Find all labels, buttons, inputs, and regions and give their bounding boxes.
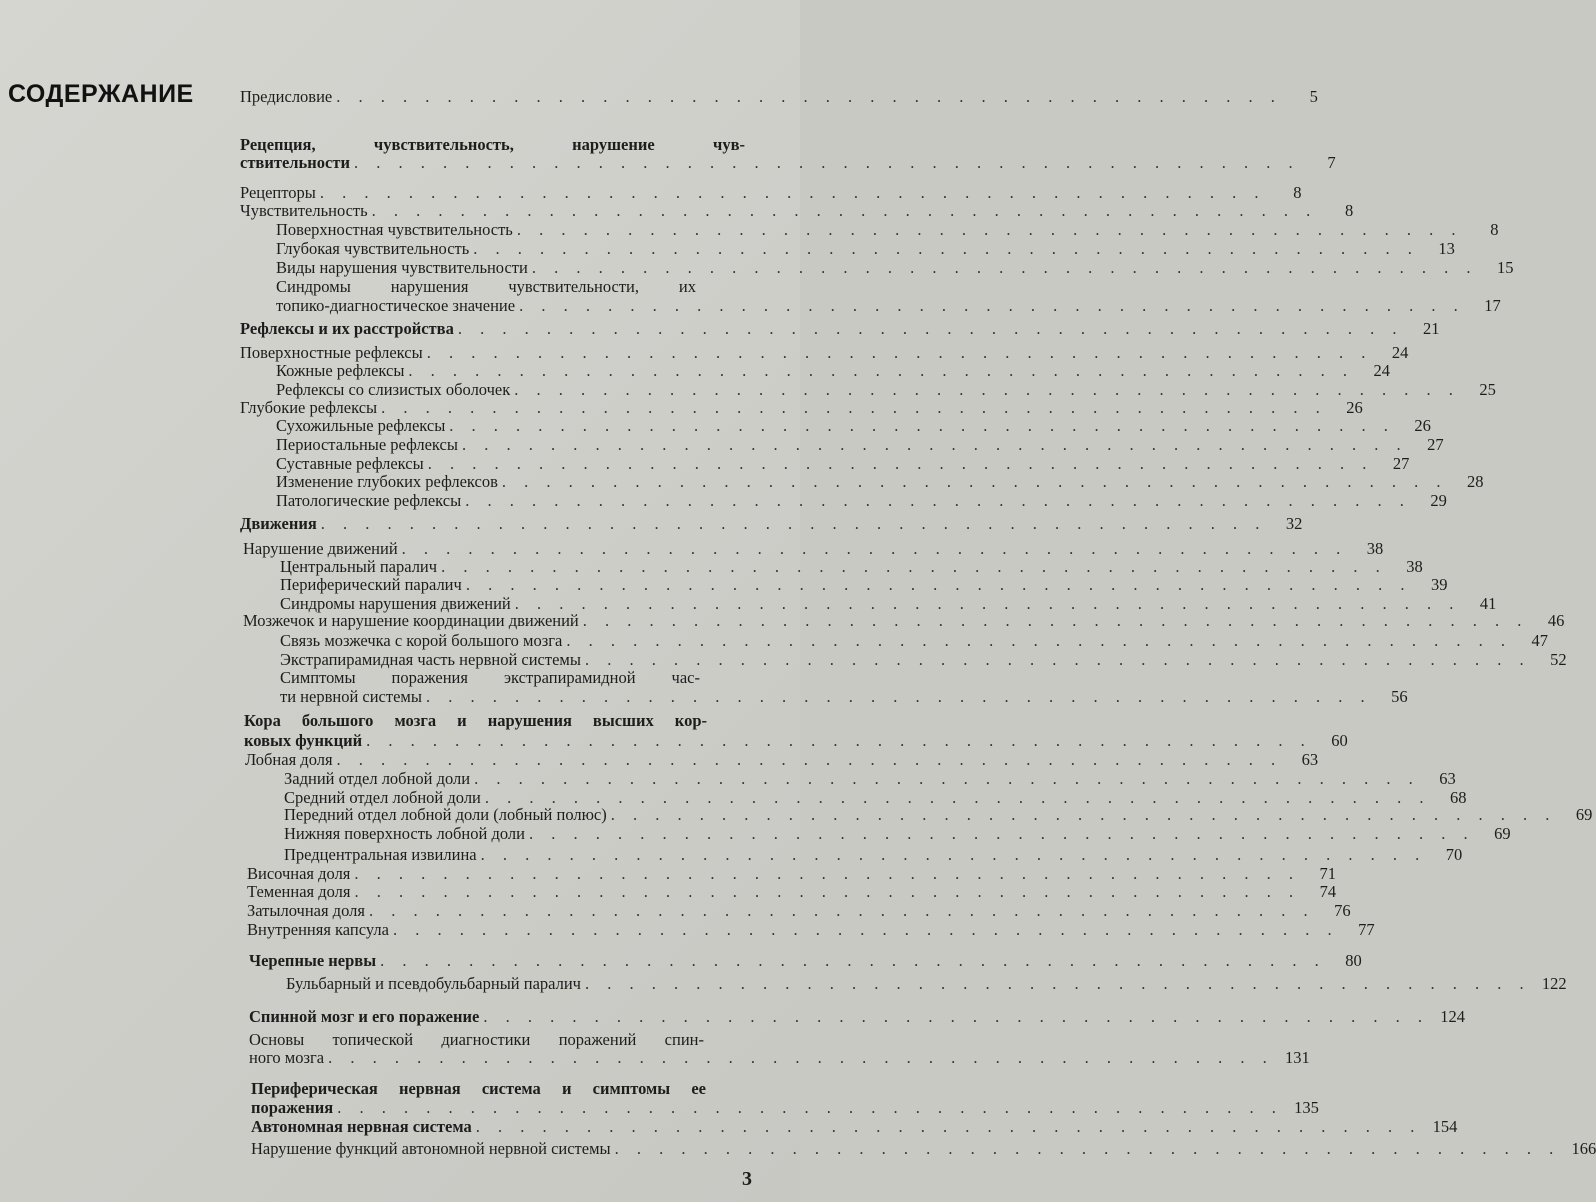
toc-page-number: 74 <box>1319 882 1337 901</box>
toc-entry <box>240 343 1409 362</box>
dot-leader: . . . . . . . . . . . . . . . . . . . . . . . . . . . . . . . . . . . . . . . . . . . <box>337 1098 1283 1117</box>
toc-page-number: 131 <box>1285 1048 1310 1067</box>
toc-entry <box>276 361 1391 380</box>
toc-entry-title: Нарушение функций автономной нервной системы <box>251 1139 611 1158</box>
toc-entry <box>276 491 1447 510</box>
toc-page-number: 71 <box>1319 864 1337 883</box>
toc-page-number: 13 <box>1438 239 1455 258</box>
toc-entry-title: Теменная доля <box>247 882 351 901</box>
dot-leader: . . . . . . . . . . . . . . . . . . . . . . . . . . . . . . . . . . . . . . . . . . . <box>474 769 1420 788</box>
toc-entry-title: Нарушение движений <box>243 539 398 558</box>
dot-leader: . . . . . . . . . . . . . . . . . . . . . . . . . . . . . . . . . . . . . . . . . . . <box>582 611 1529 630</box>
dot-leader: . . . . . . . . . . . . . . . . . . . . . . . . . . . . . . . . . . . . . . . . . . . <box>475 1117 1422 1136</box>
dot-leader: . . . . . . . . . . . . . . . . . . . . . . . . . . . . . . . . . . . . . . . . . . . <box>584 650 1531 669</box>
toc-page-number: 76 <box>1334 901 1351 920</box>
toc-page-number: 27 <box>1427 435 1444 454</box>
toc-entry <box>284 769 1456 788</box>
toc-entry-title: Кора большого мозга и нарушения высших кор- <box>244 711 707 730</box>
dot-leader: . . . . . . . . . . . . . . . . . . . . . . . . . . . . . . . . . . . . . . . . . . . <box>392 920 1339 939</box>
toc-entry-title: Виды нарушения чувствительности <box>276 258 528 277</box>
toc-entry <box>243 539 1384 558</box>
toc-entry-title: Изменение глубоких рефлексов <box>276 472 498 491</box>
toc-entry <box>280 557 1423 576</box>
toc-entry <box>245 750 1319 769</box>
dot-leader: . . . . . . . . . . . . . . . . . . . . . . . . . . . . . . . . . . . . . . . . . . . <box>328 1048 1274 1067</box>
toc-page-number: 69 <box>1575 805 1593 824</box>
toc-entry-title: Черепные нервы <box>249 951 377 970</box>
toc-entry <box>251 1098 1319 1117</box>
dot-leader: . . . . . . . . . . . . . . . . . . . . . . . . . . . . . . . . . . . . . . . . . . . <box>584 974 1531 993</box>
toc-entry-title: Предцентральная извилина <box>284 845 477 864</box>
toc-entry <box>240 514 1303 533</box>
toc-entry <box>276 239 1455 258</box>
toc-entry-title: Поверхностные рефлексы <box>240 343 423 362</box>
dot-leader: . . . . . . . . . . . . . . . . . . . . . . . . . . . . . . . . . . . . . . . . . . . <box>484 788 1431 807</box>
toc-entry-title: Периферический паралич <box>280 575 462 594</box>
toc-page-number: 29 <box>1430 491 1447 510</box>
dot-leader: . . . . . . . . . . . . . . . . . . . . . . . . . . . . . . . . . . . . . . . . . . . <box>368 901 1315 920</box>
toc-entry <box>286 974 1567 993</box>
toc-entry <box>240 153 1336 172</box>
dot-leader: . . . . . . . . . . . . . . . . . . . . . . . . . . . . . . . . . . . . . . . . . . . <box>473 239 1419 258</box>
toc-entry-title: Рефлексы со слизистых оболочек <box>276 380 511 399</box>
toc-page-number: 166 <box>1571 1139 1596 1158</box>
toc-page-number: 32 <box>1285 514 1303 533</box>
page-number: 3 <box>742 1168 752 1190</box>
toc-entry <box>276 416 1431 435</box>
toc-page-number: 77 <box>1358 920 1375 939</box>
dot-leader: . . . . . . . . . . . . . . . . . . . . . . . . . . . . . . . . . . . . . . . . . . . <box>427 454 1374 473</box>
toc-page-number: 46 <box>1547 611 1565 630</box>
contents-heading: СОДЕРЖАНИЕ <box>8 80 194 108</box>
toc-entry <box>276 296 1501 315</box>
toc-entry <box>276 454 1410 473</box>
toc-entry <box>244 712 707 730</box>
toc-entry-title: Связь мозжечка с корой большого мозга <box>280 631 563 650</box>
toc-page-number: 8 <box>1345 201 1354 220</box>
toc-entry-title: Автономная нервная система <box>251 1117 472 1136</box>
dot-leader: . . . . . . . . . . . . . . . . . . . . . . . . . . . . . . . . . . . . . . . . . . . <box>371 201 1318 220</box>
dot-leader: . . . . . . . . . . . . . . . . . . . . . . . . . . . . . . . . . . . . . . . . . . . <box>381 398 1327 417</box>
toc-entry <box>243 611 1565 630</box>
toc-page-number: 63 <box>1301 750 1319 769</box>
toc-entry-title: Движения <box>240 514 317 533</box>
dot-leader: . . . . . . . . . . . . . . . . . . . . . . . . . . . . . . . . . . . . . . . . . . . <box>501 472 1448 491</box>
dot-leader: . . . . . . . . . . . . . . . . . . . . . . . . . . . . . . . . . . . . . . . . . . . <box>514 380 1460 399</box>
toc-page-number: 47 <box>1531 631 1548 650</box>
toc-entry-title: Затылочная доля <box>247 901 365 920</box>
toc-entry-title: Передний отдел лобной доли (лобный полюс) <box>284 805 607 824</box>
toc-page-number: 7 <box>1327 153 1336 172</box>
dot-leader: . . . . . . . . . . . . . . . . . . . . . . . . . . . . . . . . . . . . . . . . . . . <box>610 805 1557 824</box>
toc-entry <box>249 1048 1310 1067</box>
toc-entry-title: Средний отдел лобной доли <box>284 788 481 807</box>
toc-entry <box>276 435 1444 454</box>
toc-entry <box>249 951 1362 970</box>
toc-entry <box>247 920 1375 939</box>
dot-leader: . . . . . . . . . . . . . . . . . . . . . . . . . . . . . . . . . . . . . . . . . . . <box>566 631 1512 650</box>
toc-entry-title: Чувствительность <box>240 201 368 220</box>
toc-entry <box>251 1117 1458 1136</box>
toc-entry <box>280 650 1567 669</box>
toc-entry-title: Суставные рефлексы <box>276 454 424 473</box>
toc-page-number: 17 <box>1484 296 1501 315</box>
toc-page-number: 70 <box>1445 845 1463 864</box>
toc-entry <box>240 183 1302 202</box>
dot-leader: . . . . . . . . . . . . . . . . . . . . . . . . . . . . . . . . . . . . . . . . . . . <box>514 594 1461 613</box>
toc-entry-title: Симптомы поражения экстрапирамидной час- <box>280 668 700 687</box>
toc-entry <box>247 882 1337 901</box>
toc-entry-title: Кожные рефлексы <box>276 361 405 380</box>
toc-entry-title: Рефлексы и их расстройства <box>240 319 454 338</box>
dot-leader: . . . . . . . . . . . . . . . . . . . . . . . . . . . . . . . . . . . . . . . . . . . <box>320 514 1267 533</box>
dot-leader: . . . . . . . . . . . . . . . . . . . . . . . . . . . . . . . . . . . . . . . . . . . <box>441 557 1387 576</box>
toc-entry-title: Поверхностная чувствительность <box>276 220 513 239</box>
toc-entry <box>240 201 1354 220</box>
toc-entry <box>284 845 1463 864</box>
toc-page-number: 38 <box>1406 557 1423 576</box>
toc-entry-title: Периферическая нервная система и симптомы ее <box>251 1079 706 1098</box>
toc-entry <box>284 824 1511 843</box>
toc-page-number: 38 <box>1366 539 1384 558</box>
toc-page-number: 26 <box>1346 398 1363 417</box>
toc-entry-title: Патологические рефлексы <box>276 491 462 510</box>
toc-page-number: 124 <box>1440 1007 1465 1026</box>
toc-entry <box>280 669 700 687</box>
toc-entry <box>280 575 1448 594</box>
toc-entry-title: Сухожильные рефлексы <box>276 416 446 435</box>
toc-entry-title: Задний отдел лобной доли <box>284 769 471 788</box>
toc-entry <box>240 398 1363 417</box>
toc-page-number: 69 <box>1494 824 1511 843</box>
toc-page-number: 25 <box>1479 380 1496 399</box>
toc-entry-title: Предисловие <box>240 87 333 106</box>
toc-page-number: 15 <box>1496 258 1514 277</box>
toc-page-number: 26 <box>1414 416 1431 435</box>
toc-entry-title: ного мозга <box>249 1048 325 1067</box>
toc-entry <box>244 731 1348 750</box>
dot-leader: . . . . . . . . . . . . . . . . . . . . . . . . . . . . . . . . . . . . . . . . . . . <box>465 491 1411 510</box>
toc-entry <box>251 1139 1596 1158</box>
toc-page-number: 24 <box>1391 343 1409 362</box>
toc-entry-title: Синдромы нарушения движений <box>280 594 511 613</box>
toc-entry-title: Нижняя поверхность лобной доли <box>284 824 525 843</box>
toc-page-number: 122 <box>1541 974 1567 993</box>
dot-leader: . . . . . . . . . . . . . . . . . . . . . . . . . . . . . . . . . . . . . . . . . . . <box>336 87 1282 106</box>
dot-leader: . . . . . . . . . . . . . . . . . . . . . . . . . . . . . . . . . . . . . . . . . . . <box>319 183 1266 202</box>
dot-leader: . . . . . . . . . . . . . . . . . . . . . . . . . . . . . . . . . . . . . . . . . . . <box>461 435 1408 454</box>
dot-leader: . . . . . . . . . . . . . . . . . . . . . . . . . . . . . . . . . . . . . . . . . . . <box>353 153 1300 172</box>
toc-entry <box>240 87 1318 106</box>
toc-entry-title: Синдромы нарушения чувствительности, их <box>276 277 696 296</box>
toc-entry-title: Бульбарный и псевдобульбарный паралич <box>286 974 581 993</box>
toc-page-number: 41 <box>1479 594 1497 613</box>
toc-entry <box>284 805 1593 824</box>
toc-page-number: 154 <box>1432 1117 1458 1136</box>
toc-page-number: 135 <box>1294 1098 1319 1117</box>
dot-leader: . . . . . . . . . . . . . . . . . . . . . . . . . . . . . . . . . . . . . . . . . . . <box>457 319 1404 338</box>
dot-leader: . . . . . . . . . . . . . . . . . . . . . . . . . . . . . . . . . . . . . . . . . . . <box>519 296 1465 315</box>
dot-leader: . . . . . . . . . . . . . . . . . . . . . . . . . . . . . . . . . . . . . . . . . . . <box>380 951 1326 970</box>
toc-entry <box>247 864 1337 883</box>
dot-leader: . . . . . . . . . . . . . . . . . . . . . . . . . . . . . . . . . . . . . . . . . . . <box>531 258 1478 277</box>
toc-entry <box>276 380 1496 399</box>
dot-leader: . . . . . . . . . . . . . . . . . . . . . . . . . . . . . . . . . . . . . . . . . . . <box>425 687 1372 706</box>
toc-page-number: 52 <box>1550 650 1567 669</box>
toc-page-number: 21 <box>1422 319 1440 338</box>
toc-entry <box>251 1080 706 1098</box>
toc-entry-title: Экстрапирамидная часть нервной системы <box>280 650 581 669</box>
toc-entry-title: Рецепторы <box>240 183 316 202</box>
toc-entry-title: Периостальные рефлексы <box>276 435 458 454</box>
toc-entry <box>240 136 745 154</box>
toc-page-number: 27 <box>1392 454 1410 473</box>
toc-entry <box>280 687 1408 706</box>
dot-leader: . . . . . . . . . . . . . . . . . . . . . . . . . . . . . . . . . . . . . . . . . . . <box>465 575 1412 594</box>
dot-leader: . . . . . . . . . . . . . . . . . . . . . . . . . . . . . . . . . . . . . . . . . . . <box>354 864 1301 883</box>
dot-leader: . . . . . . . . . . . . . . . . . . . . . . . . . . . . . . . . . . . . . . . . . . . <box>614 1139 1561 1158</box>
dot-leader: . . . . . . . . . . . . . . . . . . . . . . . . . . . . . . . . . . . . . . . . . . . <box>354 882 1301 901</box>
toc-entry-title: Глубокие рефлексы <box>240 398 378 417</box>
toc-entry-title: Основы топической диагностики поражений спин- <box>249 1030 704 1049</box>
toc-page-number: 5 <box>1309 87 1318 106</box>
dot-leader: . . . . . . . . . . . . . . . . . . . . . . . . . . . . . . . . . . . . . . . . . . . <box>336 750 1283 769</box>
toc-entry <box>249 1007 1465 1026</box>
toc-entry-title: Глубокая чувствительность <box>276 239 470 258</box>
toc-entry-title: Рецепция, чувствительность, нарушение чув- <box>240 135 745 154</box>
toc-page-number: 8 <box>1293 183 1302 202</box>
dot-leader: . . . . . . . . . . . . . . . . . . . . . . . . . . . . . . . . . . . . . . . . . . . <box>516 220 1463 239</box>
toc-entry <box>240 319 1440 338</box>
toc-entry <box>249 1031 704 1049</box>
toc-entry-title: Спинной мозг и его поражение <box>249 1007 480 1026</box>
toc-entry <box>276 220 1499 239</box>
dot-leader: . . . . . . . . . . . . . . . . . . . . . . . . . . . . . . . . . . . . . . . . . . . <box>480 845 1427 864</box>
dot-leader: . . . . . . . . . . . . . . . . . . . . . . . . . . . . . . . . . . . . . . . . . . . <box>449 416 1395 435</box>
toc-page-number: 39 <box>1430 575 1448 594</box>
toc-entry-title: Височная доля <box>247 864 351 883</box>
toc-entry-title: поражения <box>251 1098 334 1117</box>
toc-page-number: 80 <box>1345 951 1362 970</box>
toc-entry <box>276 258 1514 277</box>
toc-entry-title: ковых функций <box>244 731 363 750</box>
dot-leader: . . . . . . . . . . . . . . . . . . . . . . . . . . . . . . . . . . . . . . . . . . . <box>528 824 1475 843</box>
toc-page-number: 68 <box>1450 788 1467 807</box>
toc-entry-title: Мозжечок и нарушение координации движений <box>243 611 579 630</box>
dot-leader: . . . . . . . . . . . . . . . . . . . . . . . . . . . . . . . . . . . . . . . . . . . <box>426 343 1373 362</box>
dot-leader: . . . . . . . . . . . . . . . . . . . . . . . . . . . . . . . . . . . . . . . . . . . <box>366 731 1312 750</box>
dot-leader: . . . . . . . . . . . . . . . . . . . . . . . . . . . . . . . . . . . . . . . . . . . <box>408 361 1355 380</box>
toc-page-number: 63 <box>1439 769 1456 788</box>
toc-page-number: 24 <box>1373 361 1391 380</box>
toc-entry <box>280 631 1548 650</box>
toc-page-number: 8 <box>1490 220 1499 239</box>
toc-page-number: 60 <box>1331 731 1348 750</box>
dot-leader: . . . . . . . . . . . . . . . . . . . . . . . . . . . . . . . . . . . . . . . . . . . <box>401 539 1348 558</box>
toc-entry-title: ствительности <box>240 153 350 172</box>
toc-page-number: 56 <box>1391 687 1408 706</box>
toc-page-number: 28 <box>1467 472 1484 491</box>
toc-entry <box>276 472 1484 491</box>
toc-entry <box>276 278 696 296</box>
toc-entry-title: Центральный паралич <box>280 557 438 576</box>
toc-entry-title: Лобная доля <box>245 750 333 769</box>
toc-entry-title: топико-диагностическое значение <box>276 296 516 315</box>
toc-entry-title: Внутренняя капсула <box>247 920 389 939</box>
toc-entry <box>247 901 1351 920</box>
toc-entry-title: ти нервной системы <box>280 687 422 706</box>
dot-leader: . . . . . . . . . . . . . . . . . . . . . . . . . . . . . . . . . . . . . . . . . . . <box>483 1007 1429 1026</box>
